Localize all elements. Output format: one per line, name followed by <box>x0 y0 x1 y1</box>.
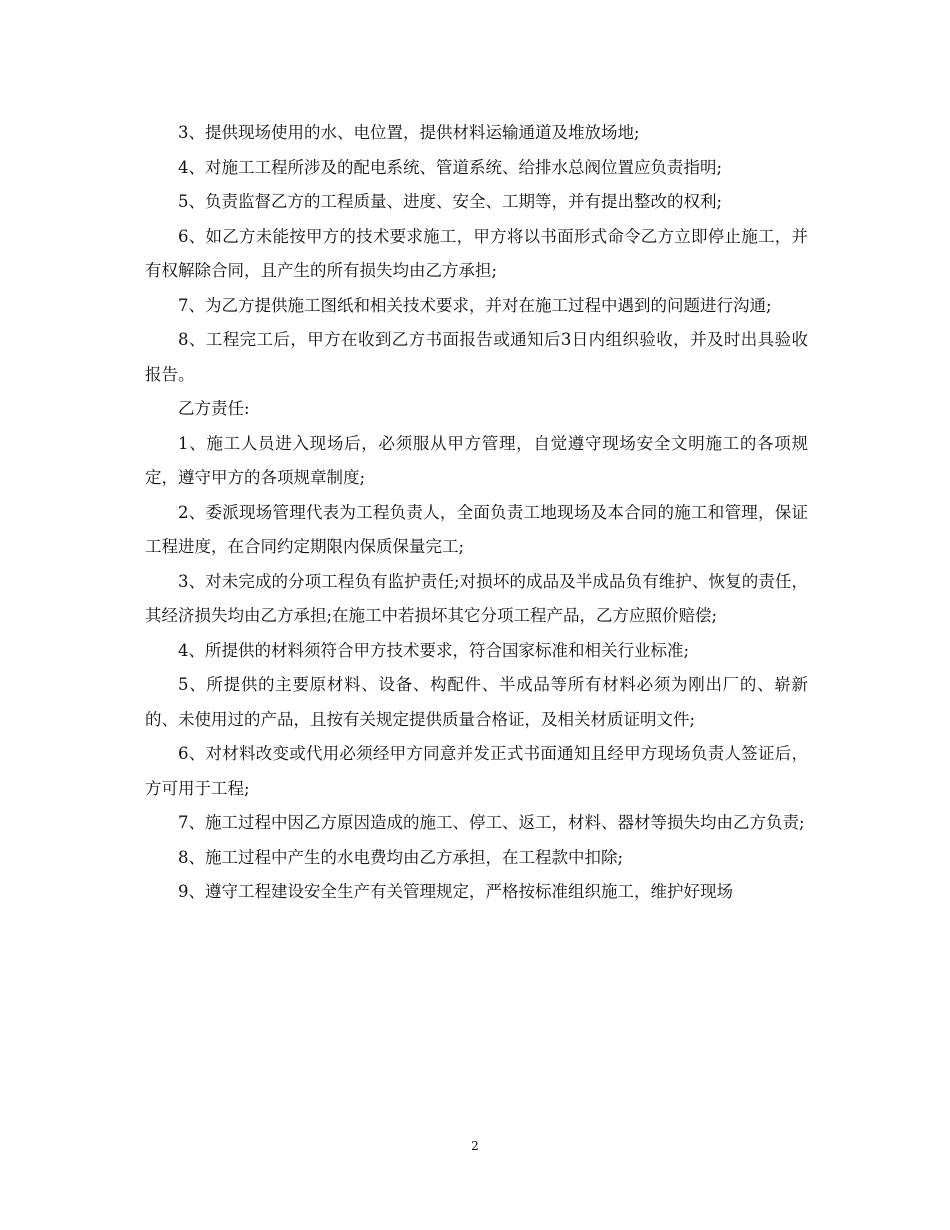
party-b-item-5: 5、所提供的主要原材料、设备、构配件、半成品等所有材料必须为刚出厂的、崭新的、未使用过的产品，且按有关规定提供质量合格证，及相关材质证明文件; <box>145 675 808 729</box>
party-b-item-9: 9、遵守工程建设安全生产有关管理规定，严格按标准组织施工，维护好现场 <box>178 882 733 901</box>
page-number: 2 <box>471 1139 479 1153</box>
party-b-item-2: 2、委派现场管理代表为工程负责人，全面负责工地现场及本合同的施工和管理，保证工程进度，在合同约定期限内保质保量完工; <box>145 502 808 556</box>
document-body <box>145 116 808 910</box>
section-heading-party-b: 乙方责任: <box>178 399 250 418</box>
paragraph-8: 8、工程完工后，甲方在收到乙方书面报告或通知后3日内组织验收，并及时出具验收报告。 <box>145 330 808 384</box>
paragraph-6: 6、如乙方未能按甲方的技术要求施工，甲方将以书面形式命令乙方立即停止施工，并有权解除合同，且产生的所有损失均由乙方承担; <box>145 226 808 280</box>
party-b-item-4: 4、所提供的材料须符合甲方技术要求，符合国家标准和相关行业标准; <box>178 640 690 660</box>
paragraph-3: 3、提供现场使用的水、电位置，提供材料运输通道及堆放场地; <box>178 123 640 142</box>
party-b-item-6: 6、对材料改变或代用必须经甲方同意并发正式书面通知且经甲方现场负责人签证后，方可用于工程; <box>145 744 808 798</box>
paragraph-4: 4、对施工工程所涉及的配电系统、管道系统、给排水总阀位置应负责指明; <box>178 157 723 177</box>
party-b-item-7: 7、施工过程中因乙方原因造成的施工、停工、返工，材料、器材等损失均由乙方负责; <box>178 813 805 832</box>
party-b-item-8: 8、施工过程中产生的水电费均由乙方承担，在工程款中扣除; <box>178 847 624 867</box>
party-b-item-3: 3、对未完成的分项工程负有监护责任;对损坏的成品及半成品负有维护、恢复的责任，其经济损失均由乙方承担;在施工中若损坏其它分项工程产品，乙方应照价赔偿; <box>145 571 808 625</box>
party-b-item-1: 1、施工人员进入现场后，必须服从甲方管理，自觉遵守现场安全文明施工的各项规定，遵守甲方的各项规章制度; <box>145 433 808 487</box>
paragraph-5: 5、负责监督乙方的工程质量、进度、安全、工期等，并有提出整改的权利; <box>178 192 723 211</box>
paragraph-7: 7、为乙方提供施工图纸和相关技术要求，并对在施工过程中遇到的问题进行沟通; <box>178 295 772 315</box>
